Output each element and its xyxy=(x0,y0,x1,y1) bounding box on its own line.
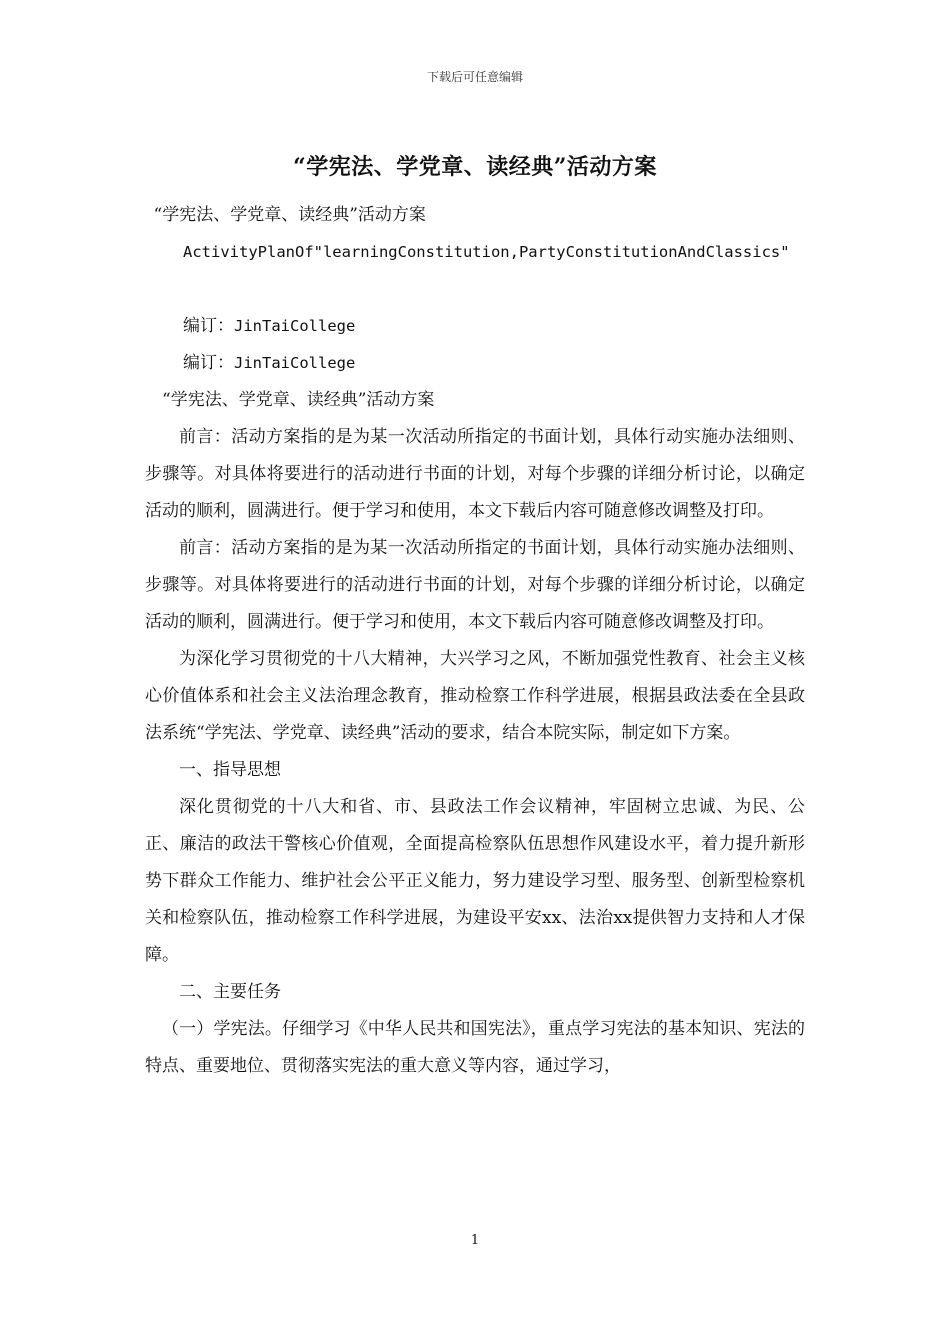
intro-paragraph: 为深化学习贯彻党的十八大精神，大兴学习之风，不断加强党性教育、社会主义核心价值体系和社会主义法治理念教育，推动检察工作科学进展，根据县政法委在全县政法系统“学宪法、学党章、读经典”活动的要求，结合本院实际，制定如下方案。 xyxy=(145,649,805,743)
repeat-title: “学宪法、学党章、读经典”活动方案 xyxy=(162,390,435,410)
section-heading-main-tasks: 二、主要任务 xyxy=(179,982,281,1002)
section-body-guiding-ideology: 深化贯彻党的十八大和省、市、县政法工作会议精神，牢固树立忠诚、为民、公正、廉洁的政法干警核心价值观，全面提高检察队伍思想作风建设水平，着力提升新形势下群众工作能力、维护社会公平正义能力，努力建设学习型、服务型、创新型检察机关和检察队伍，推动检察工作科学进展，为建设平安xx、法治xx提供智力支持和人才保障。 xyxy=(145,797,805,965)
compiler-label: 编订： xyxy=(183,353,234,373)
page-header-note: 下载后可任意编辑 xyxy=(426,70,523,84)
english-title: ActivityPlanOf"learningConstitution,PartyConstitutionAndClassics" xyxy=(183,243,790,261)
document-title: “学宪法、学党章、读经典”活动方案 xyxy=(293,154,657,180)
subtitle: “学宪法、学党章、读经典”活动方案 xyxy=(153,205,426,225)
blank-line xyxy=(145,271,805,308)
task-item-constitution: （一）学宪法。仔细学习《中华人民共和国宪法》，重点学习宪法的基本知识、宪法的特点、重要地位、贯彻落实宪法的重大意义等内容，通过学习， xyxy=(145,1019,805,1076)
document-body xyxy=(145,197,805,1085)
compiler-name: JinTaiCollege xyxy=(234,354,356,372)
compiler-label: 编订： xyxy=(183,316,234,336)
preface-paragraph-1: 前言：活动方案指的是为某一次活动所指定的书面计划，具体行动实施办法细则、步骤等。对具体将要进行的活动进行书面的计划，对每个步骤的详细分析讨论，以确定活动的顺利，圆满进行。便于学习和使用，本文下载后内容可随意修改调整及打印。 xyxy=(145,427,805,521)
section-heading-guiding-ideology: 一、指导思想 xyxy=(179,760,281,780)
compiler-name: JinTaiCollege xyxy=(234,317,356,335)
page-number: 1 xyxy=(470,1233,480,1248)
compiler-line-2 xyxy=(145,345,805,382)
compiler-line-1 xyxy=(145,308,805,345)
preface-paragraph-2: 前言：活动方案指的是为某一次活动所指定的书面计划，具体行动实施办法细则、步骤等。对具体将要进行的活动进行书面的计划，对每个步骤的详细分析讨论，以确定活动的顺利，圆满进行。便于学习和使用，本文下载后内容可随意修改调整及打印。 xyxy=(145,538,805,632)
